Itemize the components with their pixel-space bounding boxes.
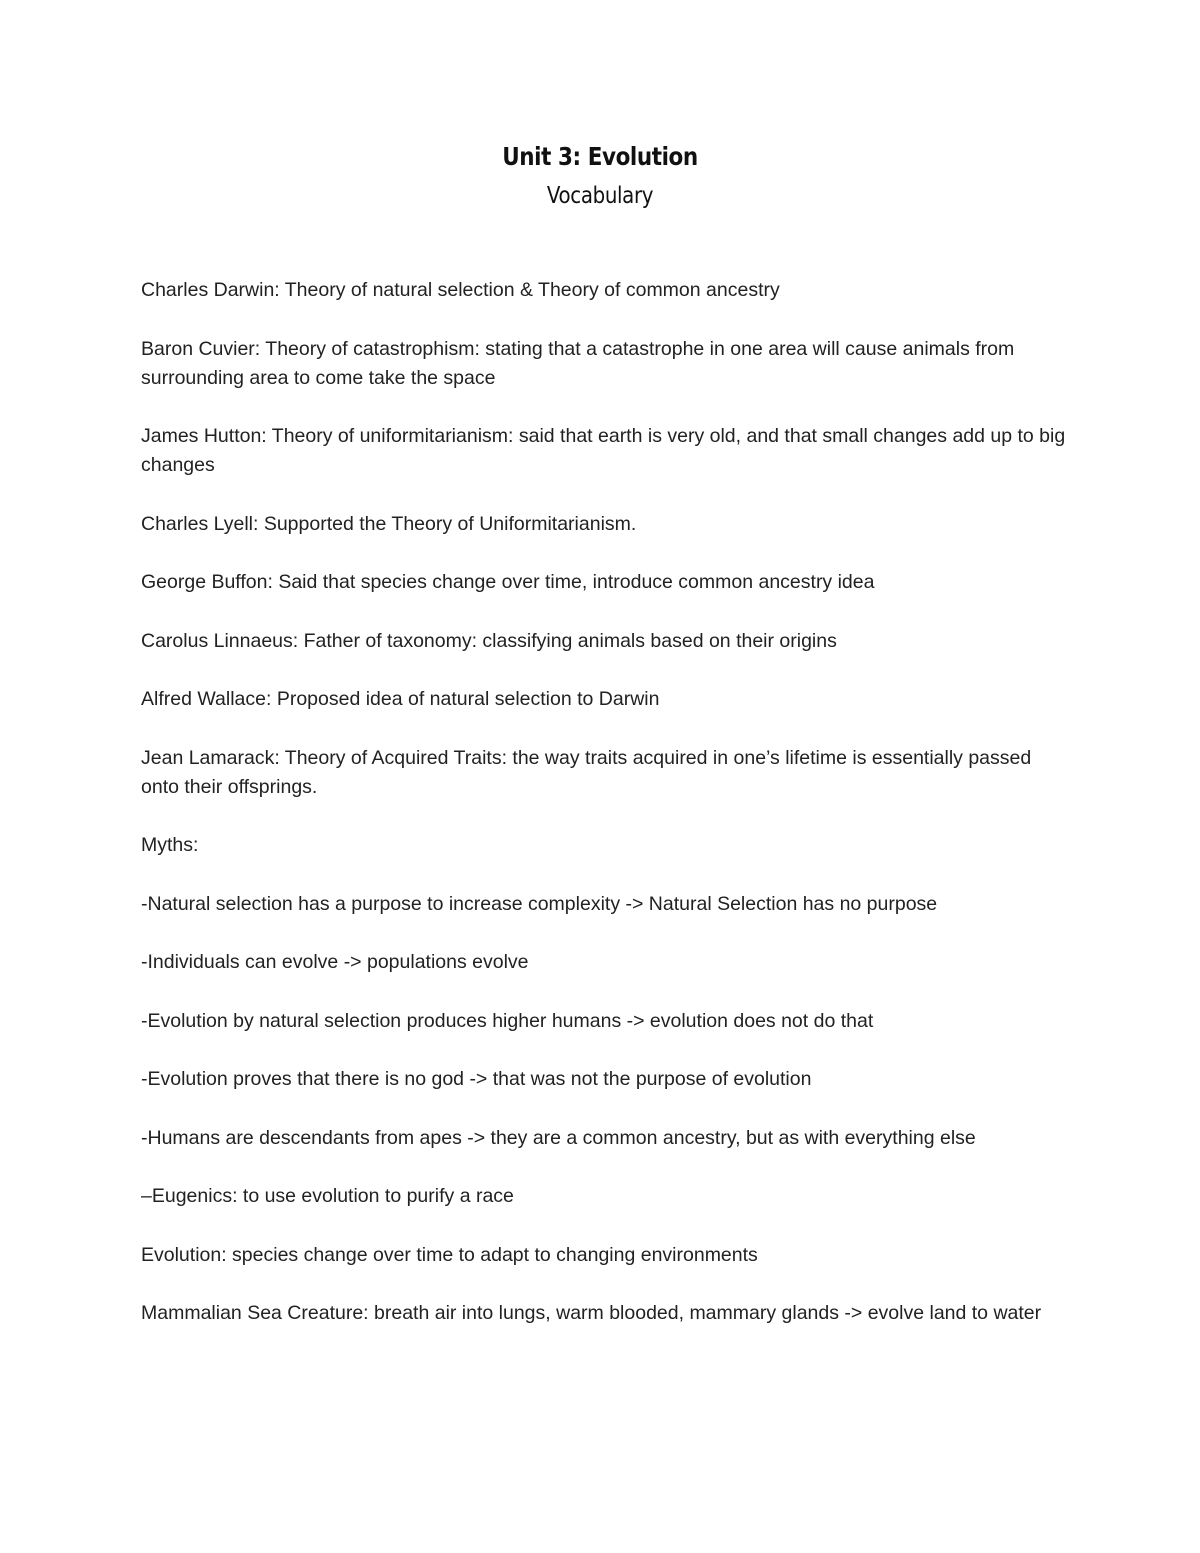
paragraph-cuvier: Baron Cuvier: Theory of catastrophism: stating that a catastrophe in one area will cause animals from surrounding area to come take the space: [141, 337, 1015, 389]
paragraph-myth-5: -Humans are descendants from apes -> they are a common ancestry, but as with everything else: [141, 1126, 976, 1149]
paragraph-eugenics: –Eugenics: to use evolution to purify a race: [141, 1185, 514, 1207]
document-body: [141, 276, 1071, 1358]
document-title: Unit 3: Evolution: [502, 142, 698, 171]
paragraph-buffon: George Buffon: Said that species change over time, introduce common ancestry idea: [141, 571, 875, 593]
document-subtitle: Vocabulary: [546, 183, 654, 209]
paragraph-myths-heading: Myths:: [141, 834, 199, 856]
paragraph-wallace: Alfred Wallace: Proposed idea of natural selection to Darwin: [141, 688, 660, 710]
paragraph-darwin: Charles Darwin: Theory of natural selection & Theory of common ancestry: [141, 279, 780, 301]
paragraph-lyell: Charles Lyell: Supported the Theory of Uniformitarianism.: [141, 512, 637, 535]
paragraph-myth-2: -Individuals can evolve -> populations evolve: [141, 951, 529, 973]
paragraph-myth-1: -Natural selection has a purpose to increase complexity -> Natural Selection has no purpose: [141, 892, 938, 915]
paragraph-evolution-definition: Evolution: species change over time to adapt to changing environments: [141, 1243, 758, 1266]
paragraph-lamarack: Jean Lamarack: Theory of Acquired Traits: the way traits acquired in one’s lifetime is essentially passed onto their offsprings.: [141, 746, 1032, 798]
paragraph-hutton: James Hutton: Theory of uniformitarianism: said that earth is very old, and that small changes add up to big changes: [141, 425, 1066, 476]
paragraph-myth-4: -Evolution proves that there is no god -> that was not the purpose of evolution: [141, 1068, 812, 1090]
paragraph-linnaeus: Carolus Linnaeus: Father of taxonomy: classifying animals based on their origins: [141, 629, 837, 652]
paragraph-mammalian-sea-creature: Mammalian Sea Creature: breath air into lungs, warm blooded, mammary glands -> evolve land to water: [141, 1302, 1042, 1324]
paragraph-myth-3: -Evolution by natural selection produces higher humans -> evolution does not do that: [141, 1009, 874, 1032]
